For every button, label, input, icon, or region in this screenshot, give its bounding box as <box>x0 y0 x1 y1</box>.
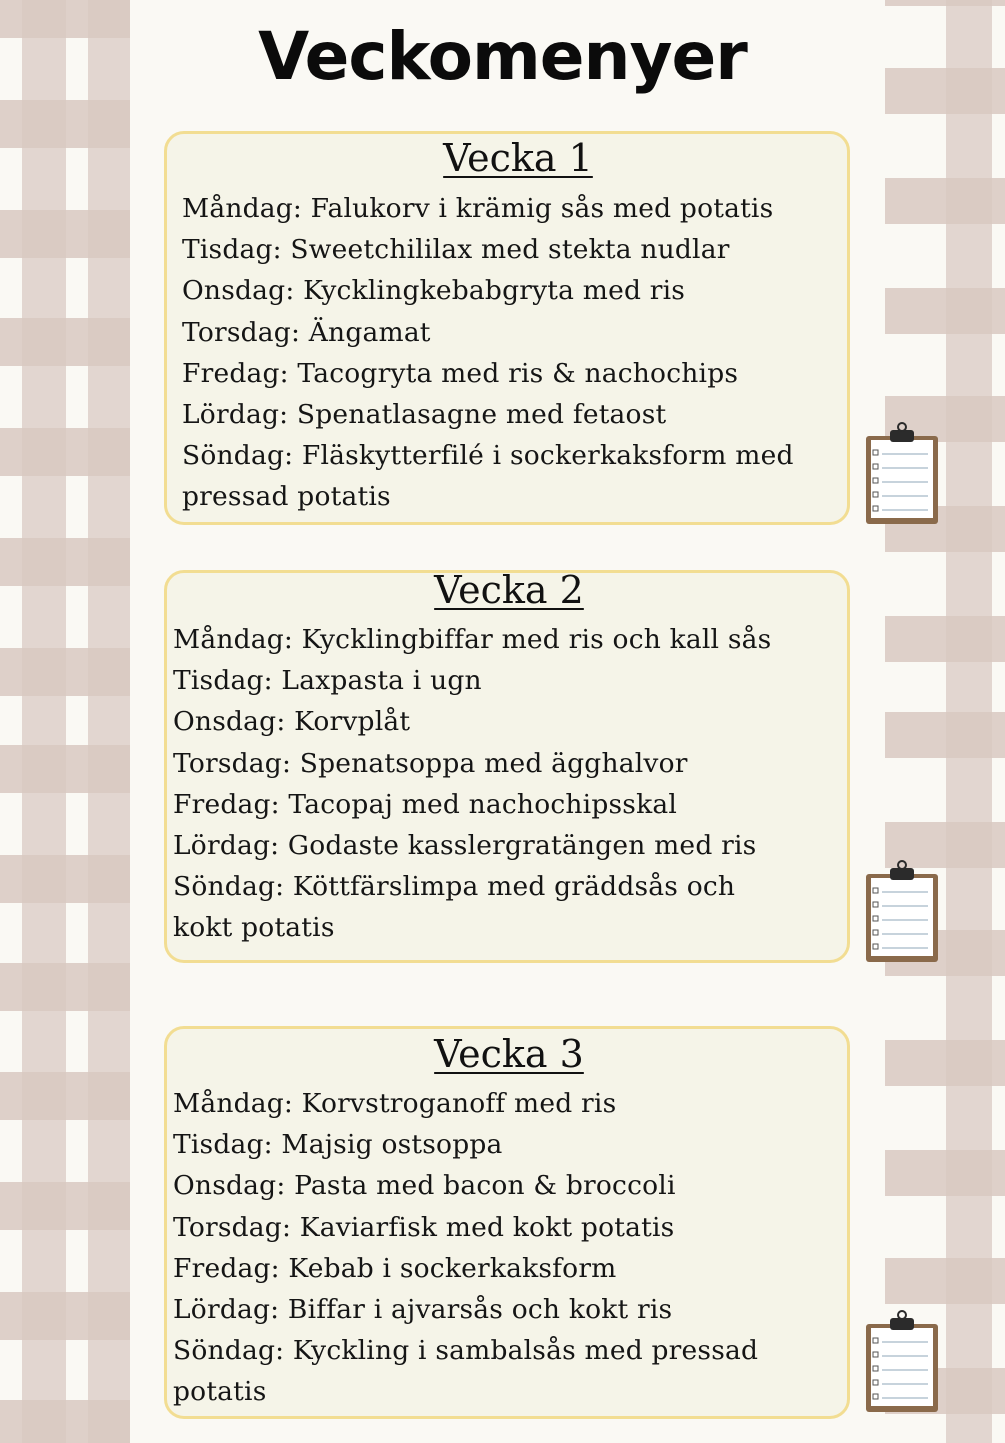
list-item: Torsdag: Kaviarfisk med kokt potatis <box>173 1211 675 1243</box>
week-title-1: Vecka 1 <box>443 136 593 180</box>
list-item: Söndag: Fläskytterfilé i sockerkaksform med <box>182 440 794 472</box>
list-item: Måndag: Kycklingbiffar med ris och kall sås <box>173 624 772 655</box>
list-item: Onsdag: Korvplåt <box>173 706 411 738</box>
clipboard-icon <box>864 422 940 526</box>
list-item: Måndag: Korvstroganoff med ris <box>173 1088 617 1119</box>
list-item: Fredag: Tacopaj med nachochipsskal <box>173 788 678 820</box>
list-item: Torsdag: Spenatsoppa med ägghalvor <box>173 747 688 779</box>
list-item: Lördag: Biffar i ajvarsås och kokt ris <box>173 1294 673 1326</box>
list-item: Lördag: Godaste kasslergratängen med ris <box>173 830 757 862</box>
week-menu-1 <box>182 188 868 518</box>
week-menu-2 <box>173 619 859 949</box>
list-item: Fredag: Kebab i sockerkaksform <box>173 1252 617 1284</box>
list-item: kokt potatis <box>173 912 335 944</box>
list-item: Torsdag: Ängamat <box>182 316 431 348</box>
clipboard-icon <box>864 1310 940 1414</box>
week-title-2: Vecka 2 <box>434 568 584 612</box>
list-item: Tisdag: Sweetchililax med stekta nudlar <box>182 234 730 266</box>
list-item: Tisdag: Majsig ostsoppa <box>173 1129 503 1161</box>
clipboard-icon <box>864 860 940 964</box>
list-item: Onsdag: Kycklingkebabgryta med ris <box>182 275 686 307</box>
list-item: Måndag: Falukorv i krämig sås med potatis <box>182 193 774 224</box>
list-item: Onsdag: Pasta med bacon & broccoli <box>173 1170 676 1202</box>
list-item: Söndag: Kyckling i sambalsås med pressad <box>173 1335 759 1367</box>
list-item: Tisdag: Laxpasta i ugn <box>173 665 482 697</box>
week-title-3: Vecka 3 <box>434 1032 584 1076</box>
list-item: Lördag: Spenatlasagne med fetaost <box>182 399 667 431</box>
week-menu-3 <box>173 1083 859 1413</box>
page-title: Veckomenyer <box>258 18 747 95</box>
list-item: pressad potatis <box>182 481 391 513</box>
list-item: potatis <box>173 1376 267 1408</box>
list-item: Söndag: Köttfärslimpa med gräddsås och <box>173 871 736 903</box>
list-item: Fredag: Tacogryta med ris & nachochips <box>182 357 739 389</box>
